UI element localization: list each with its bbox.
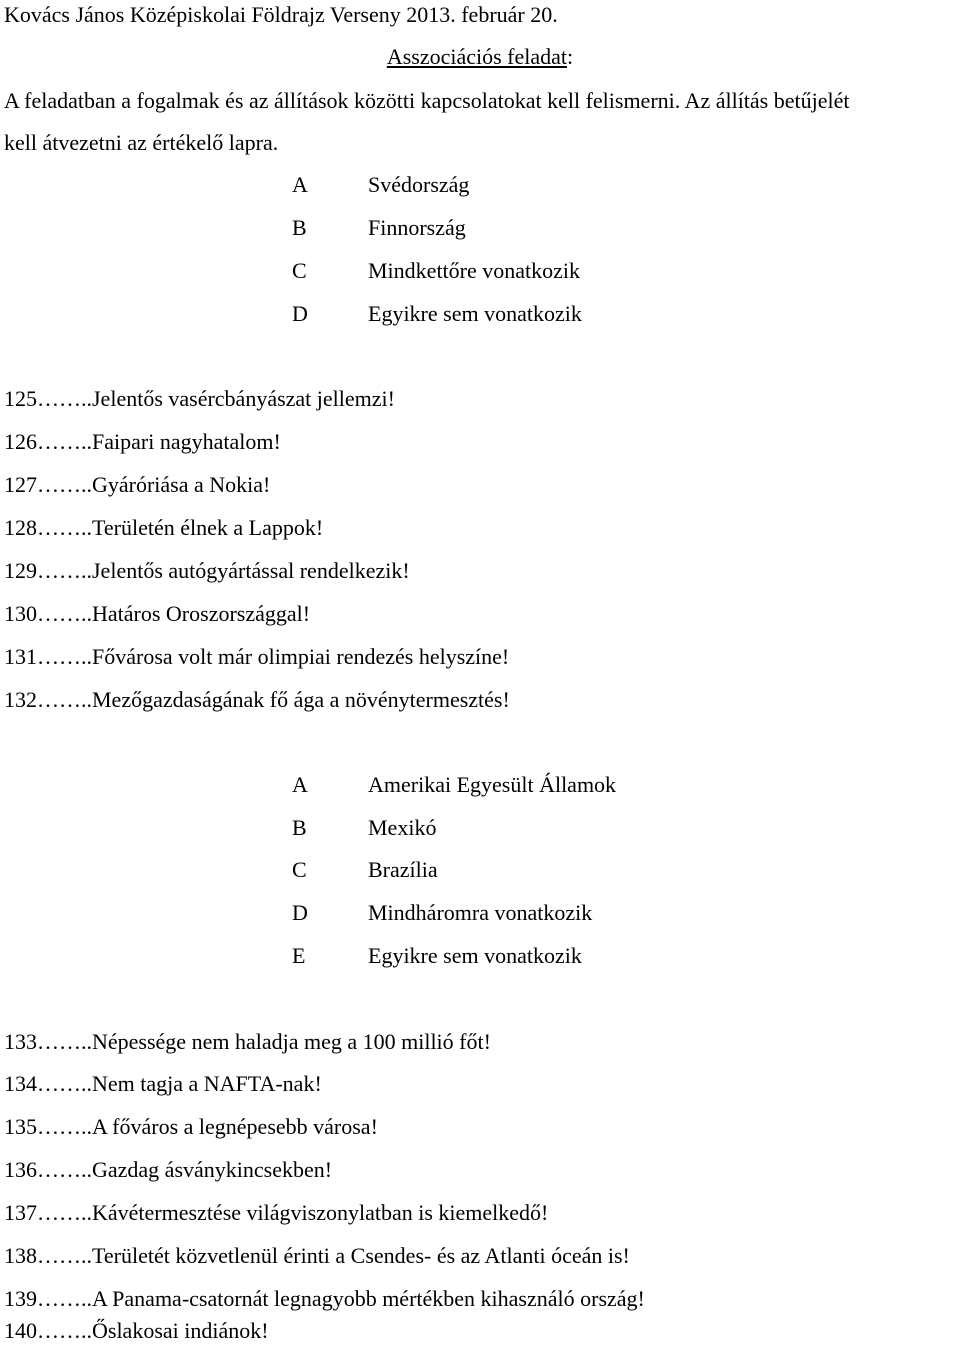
answer-blank[interactable]: ……..	[37, 1243, 92, 1268]
answer-blank[interactable]: ……..	[37, 558, 92, 583]
option-text: Amerikai Egyesült Államok	[368, 772, 617, 797]
option-text: Mindkettőre vonatkozik	[368, 258, 581, 283]
question-number: 133	[4, 1029, 37, 1054]
question-item	[4, 472, 270, 498]
question-item	[4, 1071, 322, 1097]
question-item	[4, 386, 395, 412]
option-text: Finnország	[368, 215, 466, 240]
question-number: 136	[4, 1157, 37, 1182]
question-number: 131	[4, 644, 37, 669]
question-item	[4, 687, 510, 713]
option-letter: E	[292, 943, 306, 968]
question-text: Gazdag ásványkincsekben!	[92, 1157, 333, 1182]
question-item	[4, 1029, 491, 1055]
option-letter: A	[292, 772, 308, 797]
option-letter: D	[292, 301, 308, 326]
question-number: 127	[4, 472, 37, 497]
question-item	[4, 644, 509, 670]
question-item	[4, 1200, 548, 1226]
question-text: Területét közvetlenül érinti a Csendes- és az Atlanti óceán is!	[92, 1243, 630, 1268]
question-number: 138	[4, 1243, 37, 1268]
question-text: A Panama-csatornát legnagyobb mértékben kihasználó ország!	[92, 1286, 645, 1311]
question-text: Területén élnek a Lappok!	[92, 515, 324, 540]
question-item	[4, 1318, 269, 1344]
question-text: Gyáróriása a Nokia!	[92, 472, 271, 497]
answer-blank[interactable]: ……..	[37, 644, 92, 669]
option-text: Egyikre sem vonatkozik	[368, 943, 582, 968]
question-item	[4, 1114, 378, 1140]
question-item	[4, 1243, 630, 1269]
question-number: 137	[4, 1200, 37, 1225]
task-title-colon: :	[567, 44, 574, 69]
question-text: Kávétermesztése világviszonylatban is kiemelkedő!	[92, 1200, 549, 1225]
question-text: Nem tagja a NAFTA-nak!	[92, 1071, 322, 1096]
question-text: Fővárosa volt már olimpiai rendezés helyszíne!	[92, 644, 510, 669]
option-letter: A	[292, 172, 308, 197]
answer-blank[interactable]: ……..	[37, 1286, 92, 1311]
answer-blank[interactable]: ……..	[37, 429, 92, 454]
question-number: 139	[4, 1286, 37, 1311]
answer-blank[interactable]: ……..	[37, 472, 92, 497]
option-letter: D	[292, 900, 308, 925]
option-text: Svédország	[368, 172, 470, 197]
answer-blank[interactable]: ……..	[37, 1071, 92, 1096]
answer-blank[interactable]: ……..	[37, 1200, 92, 1225]
option-letter: B	[292, 815, 307, 840]
question-item	[4, 429, 281, 455]
answer-blank[interactable]: ……..	[37, 1029, 92, 1054]
question-text: Faipari nagyhatalom!	[92, 429, 281, 454]
question-item	[4, 515, 323, 541]
option-text: Mexikó	[368, 815, 437, 840]
answer-blank[interactable]: ……..	[37, 386, 92, 411]
question-number: 125	[4, 386, 37, 411]
option-text: Mindháromra vonatkozik	[368, 900, 593, 925]
question-number: 134	[4, 1071, 37, 1096]
question-item	[4, 1286, 645, 1312]
answer-blank[interactable]: ……..	[37, 1318, 92, 1343]
page-title: Kovács János Középiskolai Földrajz Verseny 2013. február 20.	[4, 2, 558, 27]
question-text: Mezőgazdaságának fő ága a növénytermesztés!	[92, 687, 510, 712]
answer-blank[interactable]: ……..	[37, 1114, 92, 1139]
question-text: Határos Oroszországgal!	[92, 601, 311, 626]
task-title: Asszociációs feladat	[386, 44, 568, 69]
answer-blank[interactable]: ……..	[37, 1157, 92, 1182]
question-item	[4, 558, 410, 584]
answer-blank[interactable]: ……..	[37, 687, 92, 712]
instructions-line-1: A feladatban a fogalmak és az állítások közötti kapcsolatokat kell felismerni. Az állítás betűjelét	[4, 88, 850, 113]
question-number: 132	[4, 687, 37, 712]
question-number: 129	[4, 558, 37, 583]
task-heading	[0, 44, 960, 70]
option-letter: C	[292, 258, 307, 283]
question-number: 130	[4, 601, 37, 626]
question-number: 140	[4, 1318, 37, 1343]
question-number: 126	[4, 429, 37, 454]
option-letter: B	[292, 215, 307, 240]
answer-blank[interactable]: ……..	[37, 515, 92, 540]
question-text: Jelentős autógyártással rendelkezik!	[92, 558, 410, 583]
question-number: 128	[4, 515, 37, 540]
question-number: 135	[4, 1114, 37, 1139]
option-letter: C	[292, 857, 307, 882]
option-text: Egyikre sem vonatkozik	[368, 301, 582, 326]
answer-blank[interactable]: ……..	[37, 601, 92, 626]
question-item	[4, 601, 310, 627]
instructions-line-2: kell átvezetni az értékelő lapra.	[4, 130, 279, 155]
question-text: Népessége nem haladja meg a 100 millió főt!	[92, 1029, 491, 1054]
question-text: A főváros a legnépesebb városa!	[92, 1114, 378, 1139]
question-item	[4, 1157, 332, 1183]
question-text: Őslakosai indiánok!	[92, 1318, 269, 1343]
option-text: Brazília	[368, 857, 438, 882]
question-text: Jelentős vasércbányászat jellemzi!	[92, 386, 395, 411]
